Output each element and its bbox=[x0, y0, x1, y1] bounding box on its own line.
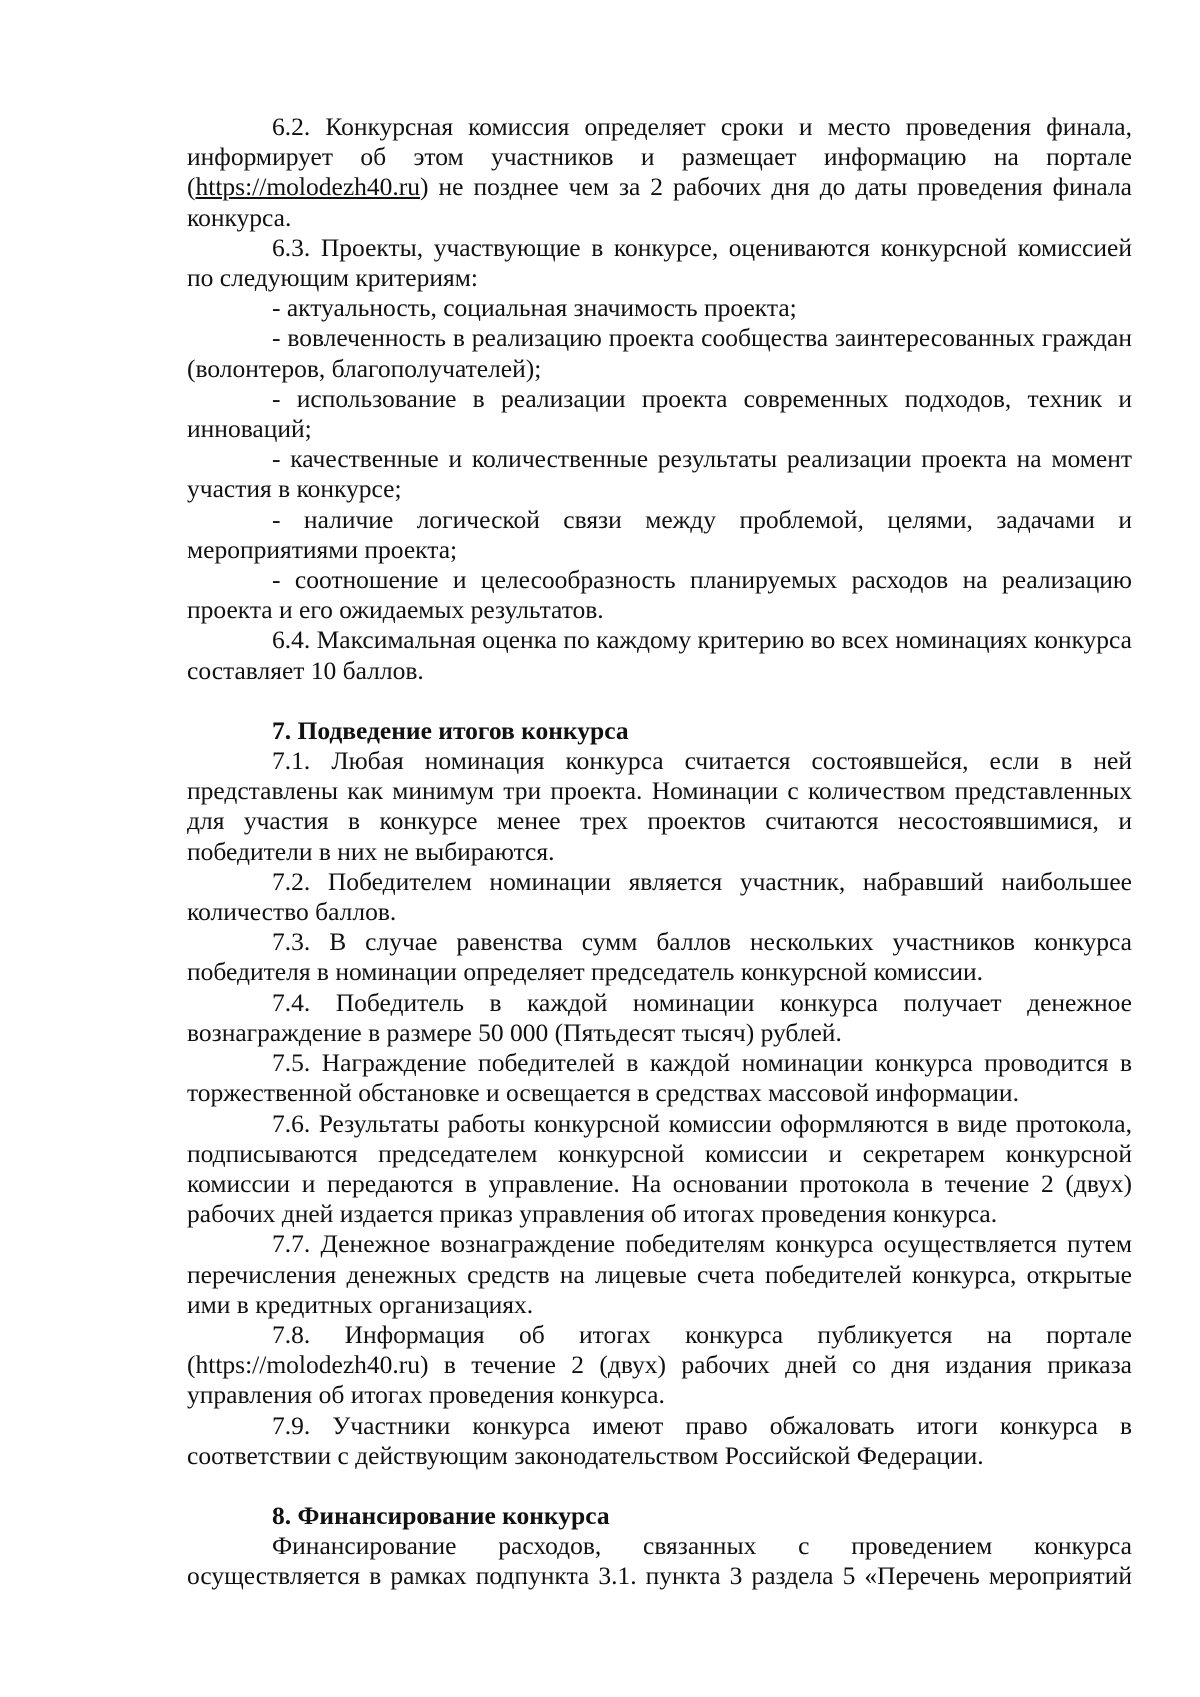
criterion-item: - вовлеченность в реализацию проекта сообщества заинтересованных граждан (волонтеров, благополучателей); bbox=[187, 323, 1132, 383]
criterion-item: - наличие логической связи между проблемой, целями, задачами и мероприятиями проекта; bbox=[187, 504, 1132, 564]
paragraph-7-7: 7.7. Денежное вознаграждение победителям конкурса осуществляется путем перечисления денежных средств на лицевые счета победителей конкурса, открытые ими в кредитных организациях. bbox=[187, 1229, 1132, 1319]
paragraph-7-8: 7.8. Информация об итогах конкурса публикуется на портале (https://molodezh40.ru) в течение 2 (двух) рабочих дней со дня издания приказа управления об итогах проведения конкурса. bbox=[187, 1319, 1132, 1410]
section-gap bbox=[187, 1471, 1132, 1501]
criterion-item: - соотношение и целесообразность планируемых расходов на реализацию проекта и его ожидаемых результатов. bbox=[187, 565, 1132, 625]
paragraph-8: Финансирование расходов, связанных с проведением конкурса осуществляется в рамках подпункта 3.1. пункта 3 раздела 5 «Перечень мероприятий bbox=[187, 1531, 1132, 1591]
portal-link[interactable]: https://molodezh40.ru bbox=[195, 172, 421, 202]
paragraph-7-6: 7.6. Результаты работы конкурсной комиссии оформляются в виде протокола, подписываются председателем конкурсной комиссии и секретарем конкурсной комиссии и передаются в управление. На основании протокола в течение 2 (двух) рабочих дней издается приказ управления об итогах проведения конкурса. bbox=[187, 1108, 1132, 1229]
section-8-heading: 8. Финансирование конкурса bbox=[272, 1500, 610, 1530]
paragraph-7-2: 7.2. Победителем номинации является участник, набравший наибольшее количество баллов. bbox=[187, 866, 1132, 927]
paragraph-6-2-text-end: ) не позднее чем за 2 рабочих дня до даты проведения финала конкурса. bbox=[187, 172, 1132, 232]
criterion-item: - актуальность, социальная значимость проекта; bbox=[272, 293, 797, 323]
paragraph-7-9: 7.9. Участники конкурса имеют право обжаловать итоги конкурса в соответствии с действующим законодательством Российской Федерации. bbox=[187, 1410, 1132, 1470]
criterion-item: - качественные и количественные результаты реализации проекта на момент участия в конкурсе; bbox=[187, 444, 1132, 504]
paragraph-6-4: 6.4. Максимальная оценка по каждому критерию во всех номинациях конкурса составляет 10 баллов. bbox=[187, 625, 1132, 685]
paragraph-7-4: 7.4. Победитель в каждой номинации конкурса получает денежное вознаграждение в размере 50 000 (Пятьдесят тысяч) рублей. bbox=[187, 987, 1132, 1047]
paragraph-7-3: 7.3. В случае равенства сумм баллов нескольких участников конкурса победителя в номинации определяет председатель конкурсной комиссии. bbox=[187, 927, 1132, 987]
paragraph-6-3: 6.3. Проекты, участвующие в конкурсе, оцениваются конкурсной комиссией по следующим критериям: bbox=[187, 232, 1132, 293]
section-7-heading: 7. Подведение итогов конкурса bbox=[272, 715, 629, 745]
paragraph-6-2-text-start: 6.2. Конкурсная комиссия определяет сроки и место проведения финала, информирует об этом участников и размещает информацию на портале ( bbox=[187, 112, 1132, 202]
criterion-item: - использование в реализации проекта современных подходов, техник и инноваций; bbox=[187, 383, 1132, 444]
document-page bbox=[187, 112, 1132, 1592]
section-gap bbox=[187, 686, 1132, 716]
paragraph-6-2 bbox=[187, 112, 1132, 233]
paragraph-7-5: 7.5. Награждение победителей в каждой номинации конкурса проводится в торжественной обстановке и освещается в средствах массовой информации. bbox=[187, 1048, 1132, 1108]
paragraph-7-1: 7.1. Любая номинация конкурса считается состоявшейся, если в ней представлены как минимум три проекта. Номинации с количеством представленных для участия в конкурсе менее трех проектов считаются несостоявшимися, и победители в них не выбираются. bbox=[187, 746, 1132, 866]
